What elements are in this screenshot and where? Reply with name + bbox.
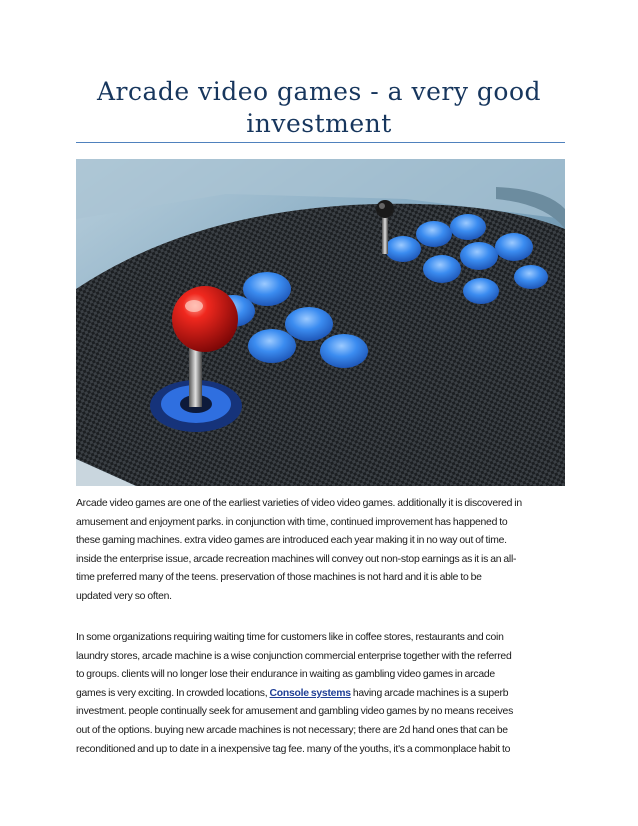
document-title: Arcade video games - a very good investment: [96, 77, 542, 138]
paragraph-line: time preferred many of the teens. preservation of those machines is not hard and it is able to be: [76, 572, 482, 584]
paragraph-1: [76, 495, 566, 607]
paragraph-line-part: having arcade machines is a superb: [352, 687, 509, 699]
arcade-photo: [76, 159, 565, 486]
paragraph-line: laundry stores, arcade machine is a wise conjunction commercial enterprise together with the referred: [76, 650, 512, 662]
paragraph-line: inside the enterprise issue, arcade recreation machines will convey out non-stop earnings as it is an all-: [76, 553, 517, 565]
paragraph-line-part: games is very exciting. In crowded locations,: [76, 687, 268, 699]
paragraph-line: these gaming machines. extra video games are introduced each year making it in no way out of time.: [76, 535, 507, 547]
paragraph-line: to groups. clients will no longer lose their endurance in waiting as gambling video games in arcade: [76, 669, 495, 681]
paragraph-line: Arcade video games are one of the earliest varieties of video video games. additionally it is discovered in: [76, 498, 522, 509]
paragraph-line: out of the options. buying new arcade machines is not necessary; there are 2d hand ones that can be: [76, 724, 508, 736]
paragraph-line: investment. people continually seek for amusement and gambling video games by no means receives: [76, 706, 514, 718]
title-underline: [76, 142, 565, 143]
console-systems-link[interactable]: Console systems: [269, 687, 351, 699]
paragraph-line: amusement and enjoyment parks. in conjunction with time, continued improvement has happened to: [76, 516, 508, 528]
paragraph-line-with-link: [76, 685, 566, 704]
paragraph-line: updated very so often.: [76, 590, 172, 602]
paragraph-line: In some organizations requiring waiting time for customers like in coffee stores, restaurants and coin: [76, 632, 504, 643]
paragraph-line: reconditioned and up to date in a inexpensive tag fee. many of the youths, it's a commonplace habit to: [76, 743, 511, 755]
paragraph-2: [76, 629, 566, 759]
